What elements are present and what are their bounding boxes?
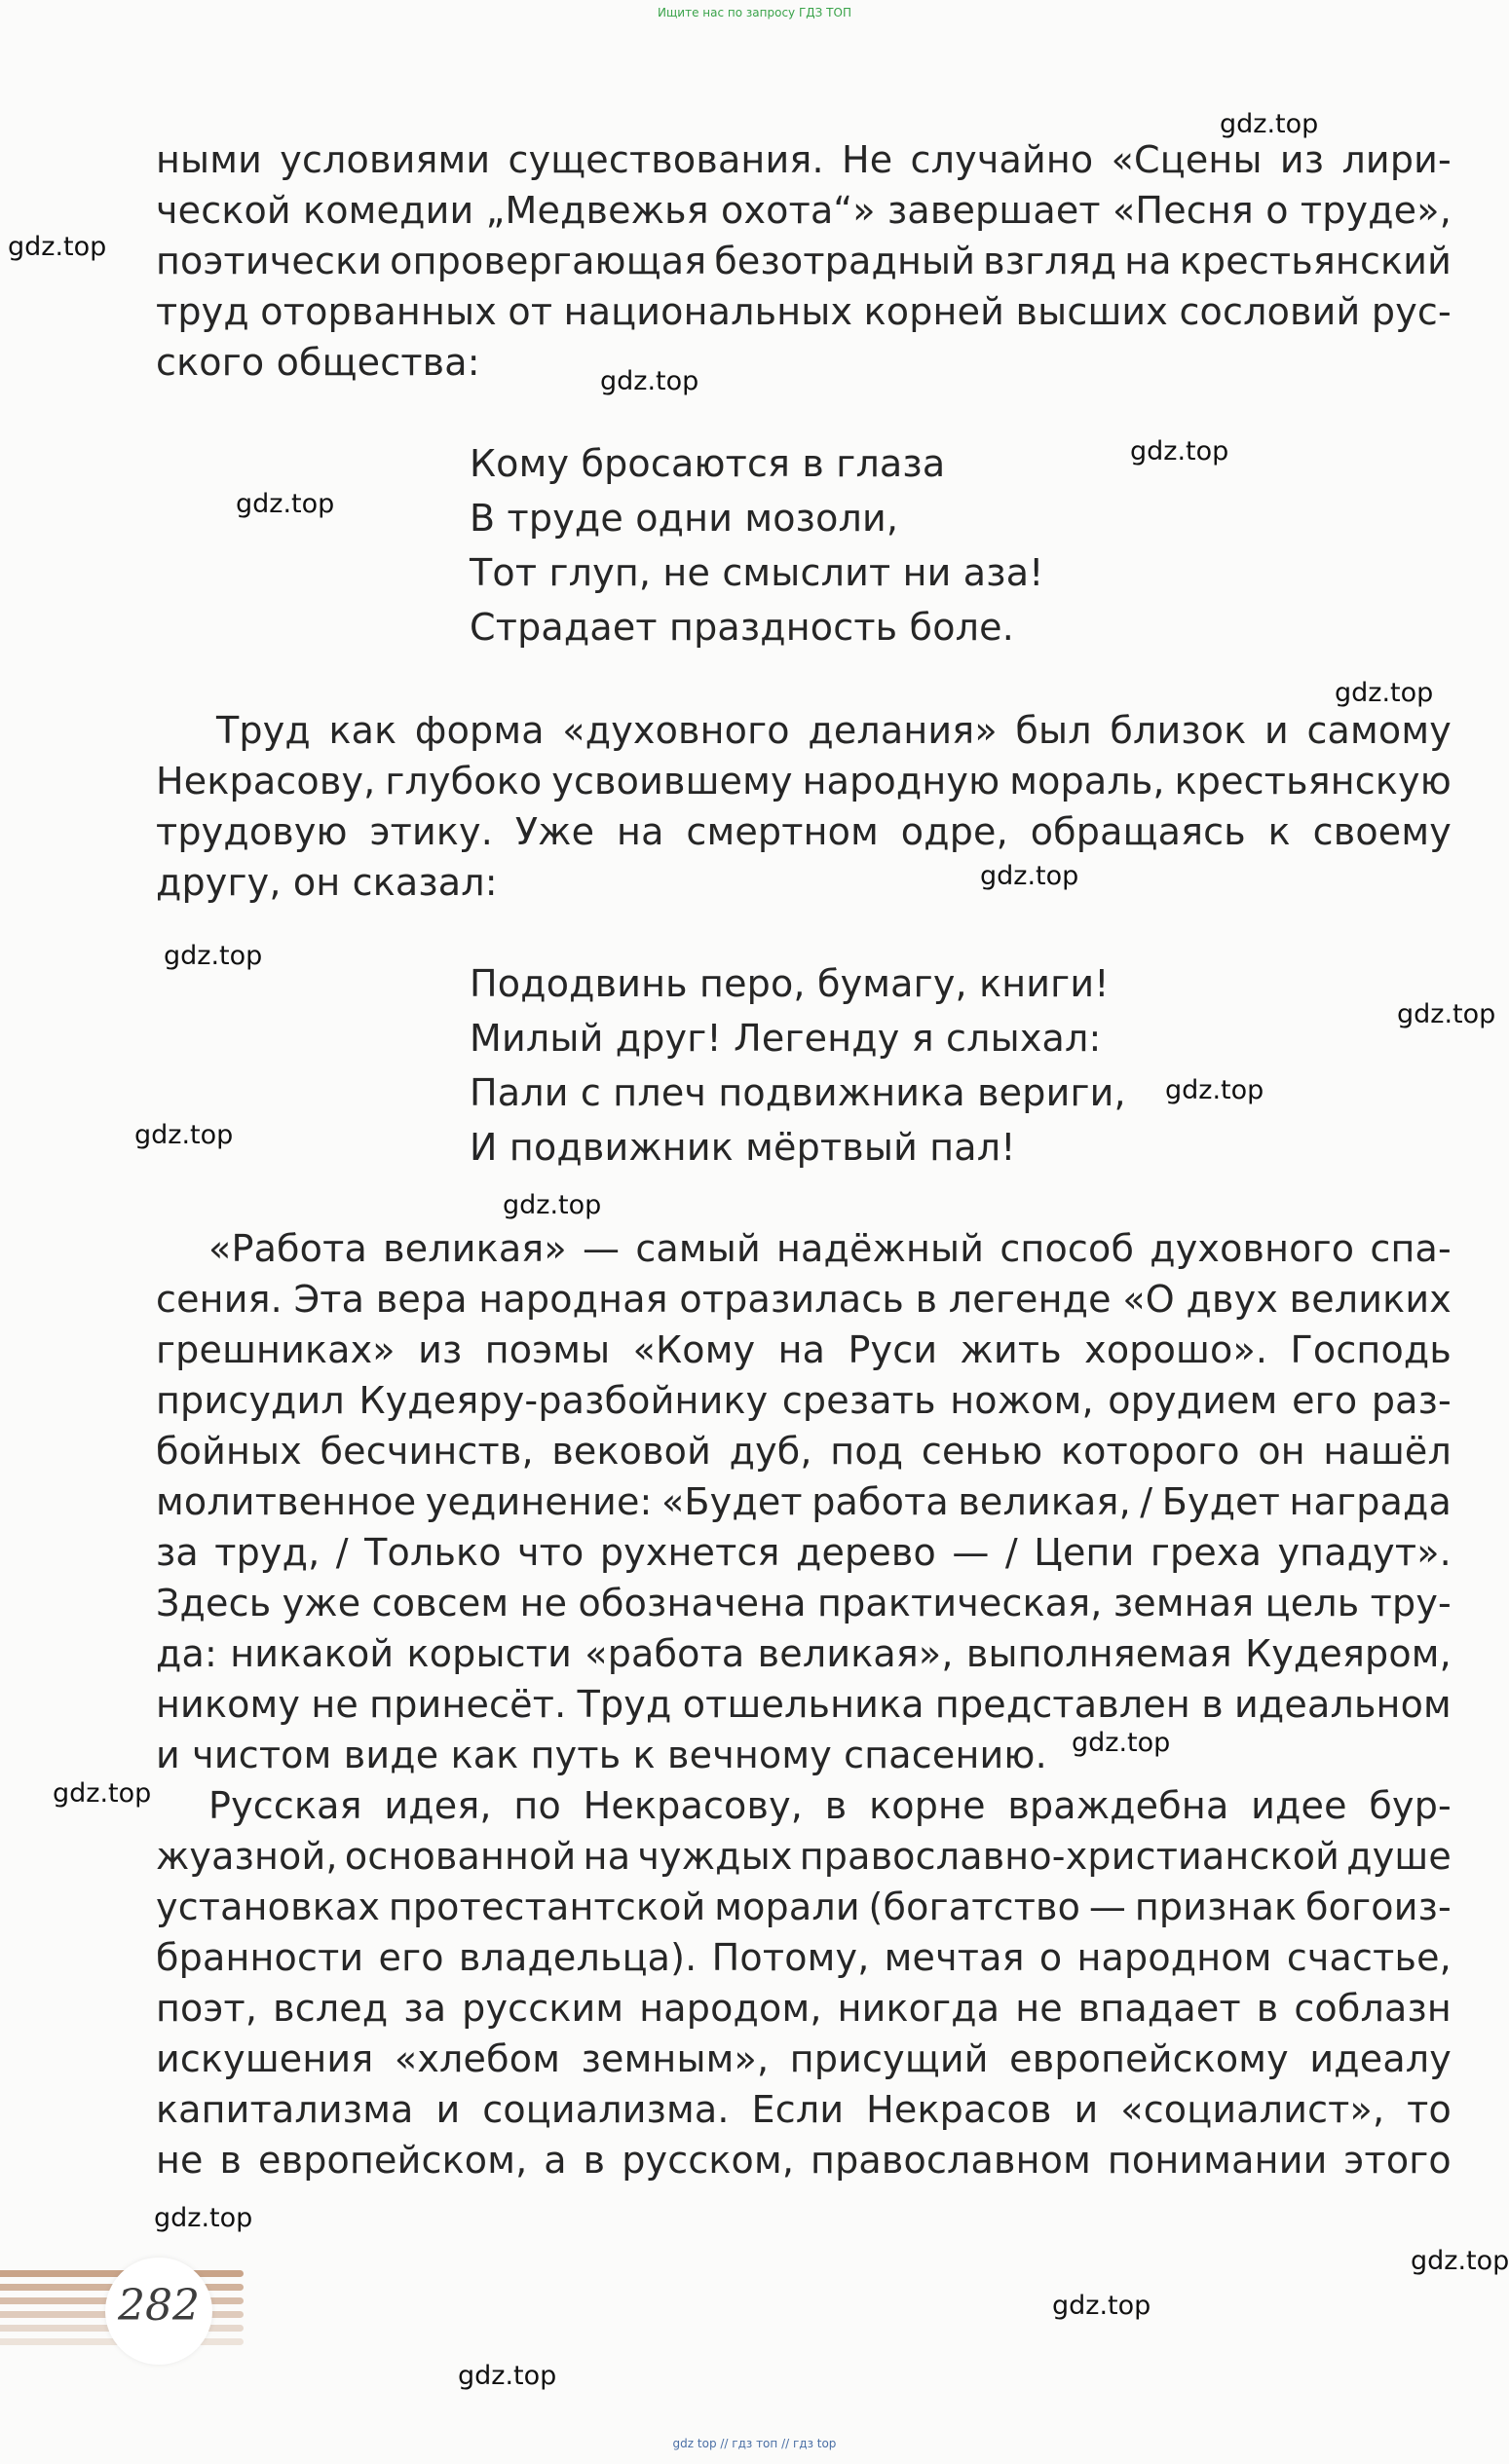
watermark: gdz.top: [1397, 999, 1496, 1029]
watermark: gdz.top: [236, 489, 335, 519]
text-line: искушения «хлебом земным», присущий европейскому идеалу: [156, 2037, 1452, 2080]
page-number: 282: [118, 2281, 200, 2331]
watermark: gdz.top: [1220, 109, 1319, 139]
watermark: gdz.top: [600, 366, 699, 396]
verse-line: В труде одни мозоли,: [470, 497, 899, 540]
text-line: не в европейском, а в русском, православном понимании этого: [156, 2139, 1452, 2182]
text-line: ческой комедии „Медвежья охота“» завершает «Песня о труде»,: [156, 189, 1452, 232]
text-line: Труд как форма «духовного делания» был близок и самому: [216, 709, 1452, 752]
text-line: бойных бесчинств, вековой дуб, под сенью которого он нашёл: [156, 1430, 1452, 1473]
verse-line: Пали с плеч подвижника вериги,: [470, 1071, 1126, 1114]
text-line: жуазной, основанной на чуждых православно-христианской душе: [156, 1835, 1452, 1878]
top-banner[interactable]: Ищите нас по запросу ГДЗ ТОП: [658, 6, 851, 19]
text-line: и чистом виде как путь к вечному спасению.: [156, 1734, 1047, 1776]
text-line: поэтически опровергающая безотрадный взгляд на крестьянский: [156, 240, 1452, 282]
text-line: труд оторванных от национальных корней высших сословий рус-: [156, 290, 1452, 333]
verse-line: Пододвинь перо, бумагу, книги!: [470, 962, 1110, 1005]
text-line: присудил Кудеяру-разбойнику срезать ножом, орудием его раз-: [156, 1379, 1452, 1422]
text-line: да: никакой корысти «работа великая», выполняемая Кудеяром,: [156, 1632, 1452, 1675]
text-line: бранности его владельца). Потому, мечтая о народном счастье,: [156, 1936, 1452, 1979]
text-line: ными условиями существования. Не случайно «Сцены из лири-: [156, 138, 1452, 181]
watermark: gdz.top: [1130, 436, 1229, 467]
text-line: капитализма и социализма. Если Некрасов и «социалист», то: [156, 2088, 1452, 2131]
verse-line: Кому бросаются в глаза: [470, 442, 946, 485]
watermark: gdz.top: [1411, 2246, 1509, 2276]
watermark: gdz.top: [8, 232, 107, 262]
text-line: Некрасову, глубоко усвоившему народную мораль, крестьянскую: [156, 760, 1452, 803]
verse-line: Милый друг! Легенду я слыхал:: [470, 1017, 1102, 1060]
text-line: установках протестантской морали (богатство — признак богоиз-: [156, 1885, 1452, 1928]
text-line: грешниках» из поэмы «Кому на Руси жить хорошо». Господь: [156, 1328, 1452, 1371]
watermark: gdz.top: [154, 2203, 253, 2233]
watermark: gdz.top: [1335, 678, 1434, 708]
text-line: Русская идея, по Некрасову, в корне враждебна идее бур-: [208, 1784, 1452, 1827]
watermark: gdz.top: [1052, 2291, 1151, 2321]
text-line: трудовую этику. Уже на смертном одре, обращаясь к своему: [156, 810, 1452, 853]
watermark: gdz.top: [134, 1120, 234, 1150]
watermark: gdz.top: [980, 861, 1079, 891]
watermark: gdz.top: [458, 2361, 557, 2391]
text-line: ского общества:: [156, 341, 480, 384]
text-line: поэт, вслед за русским народом, никогда не впадает в соблазн: [156, 1987, 1452, 2030]
watermark: gdz.top: [1072, 1728, 1171, 1758]
watermark: gdz.top: [53, 1778, 152, 1809]
text-line: за труд, / Только что рухнется дерево — / Цепи греха упадут».: [156, 1531, 1452, 1574]
text-line: «Работа великая» — самый надёжный способ духовного спа-: [208, 1227, 1452, 1270]
bottom-banner[interactable]: gdz top // гдз топ // гдз top: [672, 2437, 837, 2450]
text-line: сения. Эта вера народная отразилась в легенде «О двух великих: [156, 1278, 1452, 1321]
watermark: gdz.top: [1165, 1075, 1264, 1105]
text-line: молитвенное уединение: «Будет работа великая, / Будет награда: [156, 1480, 1452, 1523]
verse-line: И подвижник мёртвый пал!: [470, 1126, 1016, 1169]
verse-line: Страдает праздность боле.: [470, 606, 1014, 649]
verse-line: Тот глуп, не смыслит ни аза!: [470, 551, 1044, 594]
text-line: другу, он сказал:: [156, 861, 498, 904]
watermark: gdz.top: [164, 941, 263, 971]
text-line: никому не принесёт. Труд отшельника представлен в идеальном: [156, 1683, 1452, 1726]
text-line: Здесь уже совсем не обозначена практическая, земная цель тру-: [156, 1582, 1452, 1624]
watermark: gdz.top: [503, 1190, 602, 1220]
